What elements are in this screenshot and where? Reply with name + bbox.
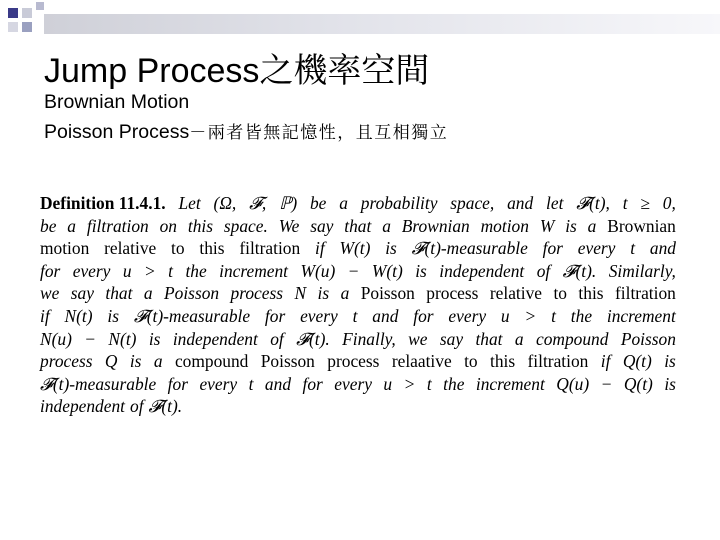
subtitle-brownian-motion: Brownian Motion [44,91,190,113]
definition-word: u [500,305,510,326]
definition-word: and [372,305,399,326]
subtitle-poisson-label: Poisson Process [44,121,190,143]
definition-word: is [107,305,120,326]
definition-word: for [542,238,563,259]
definition-word: 𝓕(t). [296,328,330,349]
definition-word: independent [40,396,125,417]
definition-word: a [340,283,350,304]
definition-word: and [507,193,534,213]
definition-word: > [524,305,537,326]
definition-word: is [385,238,397,259]
definition-word: a [587,215,597,236]
subtitle-poisson-note: －兩者皆無記憶性，且互相獨立 [189,123,449,143]
definition-word: N(t) [64,305,93,326]
definition-word: is [129,351,142,372]
definition-word: Q(u) [556,373,590,394]
definition-word: a [143,283,153,304]
definition-word: a [382,215,391,236]
definition-word: to [464,351,478,372]
definition-word: − [84,328,97,349]
definition-word: W(u) [300,260,336,281]
definition-word: if [600,351,611,372]
definition-word: of [130,396,144,417]
definition-word: is [664,351,676,372]
definition-word: > [403,373,416,394]
definition-word: to [171,238,185,259]
definition-word: relative [104,238,157,259]
definition-word: say [310,215,334,236]
definition-word: relaative [391,351,452,372]
definition-word: ≥ [640,193,650,213]
definition-word: 0, [662,193,676,213]
definition-word: and [649,238,676,259]
definition-word: Poisson [360,283,415,304]
definition-word: 𝓕(t)-measurable [411,238,528,259]
definition-word: u [122,260,132,281]
definition-word: to [553,283,567,304]
definition-word: motion [40,238,90,259]
definition-word: every [577,238,616,259]
definition-word: say [70,283,94,304]
definition-word: W(t) [339,238,371,259]
definition-word: > [143,260,156,281]
definition-word: W [539,215,555,236]
definition-word: probability [360,193,438,213]
definition-word: Q(t) [622,351,652,372]
definition-line [40,282,676,305]
definition-word: Q(t) [623,373,653,394]
definition-word: 𝓕, [249,193,267,213]
definition-word: t [551,305,556,326]
definition-word: this [489,351,516,372]
definition-word: W(t) [371,260,403,281]
definition-word: relative [489,283,543,304]
definition-word: Poisson [620,328,676,349]
definition-word: every [448,305,487,326]
definition-word: t [248,373,254,394]
definition-word: t [630,238,636,259]
definition-word: Poisson [164,283,220,304]
definition-word: and [264,373,292,394]
definition-word: every [334,373,372,394]
definition-word: of [270,328,284,349]
definition-word: increment [219,260,289,281]
definition-word: Poisson [260,351,315,372]
definition-word: filtration [527,351,589,372]
definition-word: every [72,260,111,281]
definition-word: filtration [86,215,149,236]
decorative-header-pattern [0,0,720,40]
definition-word: if [40,305,50,326]
definition-word: process [40,351,93,372]
definition-word: Q [104,351,118,372]
definition-word: independent [172,328,258,349]
definition-line [40,260,676,283]
definition-word: is [664,373,676,394]
definition-line [40,328,676,351]
definition-line [40,305,676,328]
definition-word: − [600,373,613,394]
definition-word: space. [223,215,268,236]
definition-word: − [347,260,360,281]
definition-word: for [413,305,434,326]
definition-label: Definition 11.4.1. [40,193,166,213]
definition-word: a [339,193,348,213]
definition-word: this [199,238,225,259]
definition-word: Finally, [342,328,396,349]
definition-word: Brownian [607,215,676,236]
definition-word: filtration [239,238,301,259]
definition-word: that [475,328,503,349]
definition-word: process [426,283,479,304]
definition-word: Let [178,193,201,213]
definition-word: every [300,305,338,326]
definition-word: for [264,305,286,326]
definition-word: the [185,260,207,281]
definition-word: 𝓕(t). [562,260,597,281]
definition-word: motion [480,215,529,236]
definition-line [40,373,676,396]
definition-word: is [415,260,427,281]
definition-word: the [443,373,465,394]
definition-word: this [578,283,604,304]
definition-word: is [565,215,577,236]
definition-word: filtration [615,283,676,304]
definition-word: that [105,283,133,304]
definition-word: say [439,328,464,349]
definition-word: t [352,305,358,326]
subtitle-poisson-process [44,118,448,144]
definition-word: for [40,260,61,281]
definition-word: t [622,193,628,213]
definition-word: space, [450,193,495,213]
definition-word: be [309,193,327,213]
definition-word: increment [475,373,545,394]
definition-word: We [278,215,300,236]
definition-word: t [168,260,173,281]
definition-word: increment [606,305,676,326]
definition-word: ℙ) [279,193,298,213]
definition-word: a [514,328,524,349]
definition-word: a [67,215,76,236]
definition-word: if [315,238,325,259]
slide-title: Jump Process之機率空間 [44,52,430,90]
definition-word: on [159,215,177,236]
definition-word: t [426,373,432,394]
definition-word: every [199,373,238,394]
definition-word: 𝓕(t), [576,193,610,213]
definition-word: compound [536,328,609,349]
definition-line [40,350,676,373]
definition-word: N [294,283,307,304]
definition-word: N(t) [108,328,137,349]
definition-line [40,237,676,260]
definition-word: (Ω, [213,193,237,213]
definition-word: compound [174,351,249,372]
definition-word: for [167,373,188,394]
definition-block [40,192,676,418]
definition-word: a [153,351,163,372]
definition-line [40,192,676,215]
definition-line [40,395,676,418]
definition-word: Brownian [401,215,470,236]
definition-word: independent [439,260,525,281]
definition-word: is [317,283,330,304]
definition-line [40,215,676,238]
definition-word: Similarly, [608,260,676,281]
definition-word: of [536,260,551,281]
definition-word: the [570,305,593,326]
definition-word: we [408,328,428,349]
definition-word: 𝓕(t). [148,396,183,417]
definition-word: let [546,193,564,213]
definition-word: 𝓕(t)-measurable [133,305,251,326]
definition-word: process [327,351,380,372]
definition-word: we [40,283,60,304]
definition-word: process [230,283,284,304]
definition-word: for [302,373,323,394]
definition-word: N(u) [40,328,72,349]
definition-word: 𝓕(t)-measurable [40,373,157,394]
definition-word: that [344,215,372,236]
definition-word: u [383,373,393,394]
definition-word: is [148,328,161,349]
definition-word: this [187,215,214,236]
definition-word: be [40,215,57,236]
